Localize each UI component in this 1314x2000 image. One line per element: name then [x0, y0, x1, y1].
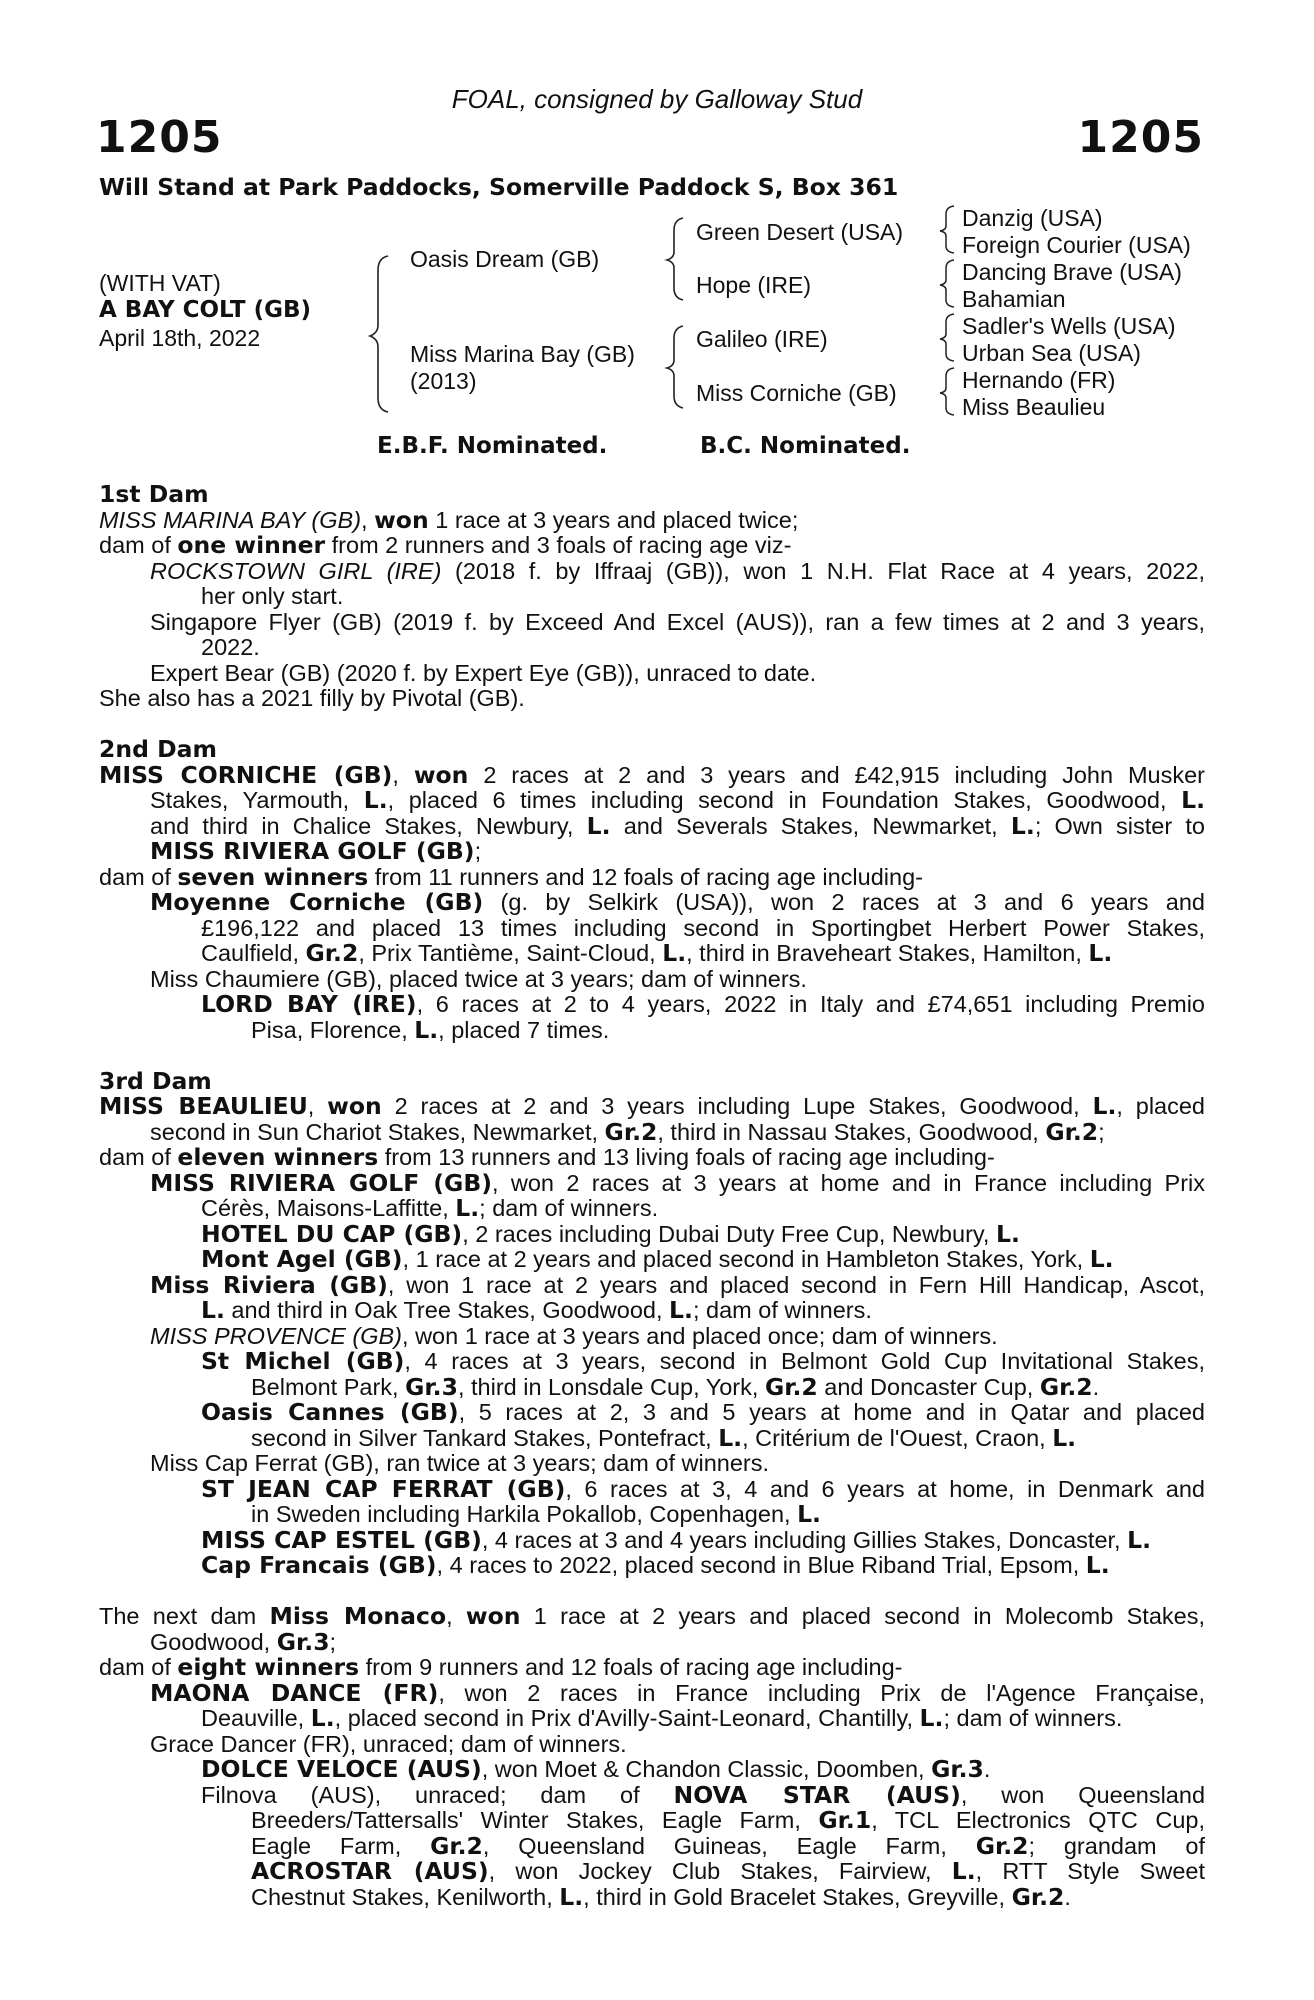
second-dam-line: Moyenne Corniche (GB) (g. by Selkirk (USA)), won 2 races at 3 and 6 years and [150, 890, 1205, 916]
third-dam-line: in Sweden including Harkila Pokallob, Copenhagen, L. [251, 1500, 821, 1528]
second-dam-line: LORD BAY (IRE), 6 races at 2 to 4 years, 2022 in Italy and £74,651 including Premio [201, 992, 1205, 1018]
spacer [99, 1043, 1205, 1069]
dam-brace [667, 326, 683, 408]
next-dam-line: DOLCE VELOCE (AUS), won Moet & Chandon Classic, Doomben, Gr.3. [201, 1755, 991, 1783]
ebf-nomination: E.B.F. Nominated. [377, 433, 608, 459]
third-dam-line: second in Silver Tankard Stakes, Pontefract, L., Critérium de l'Ouest, Craon, L. [251, 1423, 1077, 1452]
second-dam-line: and third in Chalice Stakes, Newbury, L. and Severals Stakes, Newmarket, L.; Own sister to [150, 813, 1205, 839]
next-dam-line: dam of eight winners from 9 runners and 12 foals of racing age including- [99, 1653, 903, 1681]
second-dam-line: £196,122 and placed 13 times including second in Sportingbet Herbert Power Stakes, [201, 915, 1205, 941]
standing-location: Will Stand at Park Paddocks, Somerville Paddock S, Box 361 [99, 173, 899, 201]
second-dam-line: Pisa, Florence, L., placed 7 times. [251, 1015, 610, 1044]
pedigree-dds: Hernando (FR) [962, 367, 1116, 393]
bc-nomination: B.C. Nominated. [700, 433, 911, 459]
first-dam-line: ROCKSTOWN GIRL (IRE) (2018 f. by Iffraaj (GB)), won 1 N.H. Flat Race at 4 years, 2022, [150, 558, 1205, 584]
first-dam-line: She also has a 2021 filly by Pivotal (GB). [99, 685, 525, 711]
pedigree-sire-sire: Green Desert (USA) [696, 219, 904, 245]
third-dam-line: MISS RIVIERA GOLF (GB), won 2 races at 3 years at home and in France including Prix [150, 1170, 1205, 1196]
brace-ds [940, 314, 954, 361]
lot-number-left: 1205 [96, 112, 223, 163]
horse-name: A BAY COLT (GB) [99, 297, 312, 323]
pedigree-sire: Oasis Dream (GB) [410, 246, 600, 272]
first-dam-line: MISS MARINA BAY (GB), won 1 race at 3 years and placed twice; [99, 505, 799, 534]
brace-ss [940, 206, 954, 253]
vat-note: (WITH VAT) [99, 270, 221, 296]
pedigree-ddd: Miss Beaulieu [962, 394, 1106, 420]
third-dam-line: dam of eleven winners from 13 runners and 13 living foals of racing age including- [99, 1143, 995, 1171]
first-dam-line: Expert Bear (GB) (2020 f. by Expert Eye (GB)), unraced to date. [150, 659, 817, 686]
third-dam-line: Miss Riviera (GB), won 1 race at 2 years and placed second in Fern Hill Handicap, Ascot, [150, 1272, 1205, 1298]
lot-number-right: 1205 [1077, 112, 1204, 163]
next-dam-line: ACROSTAR (AUS), won Jockey Club Stakes, Fairview, L., RTT Style Sweet [251, 1859, 1205, 1885]
third-dam-line: Oasis Cannes (GB), 5 races at 2, 3 and 5 years at home and in Qatar and placed [201, 1400, 1205, 1426]
spacer [99, 1579, 1205, 1605]
first-dam-line: 2022. [201, 634, 260, 660]
main-brace [370, 256, 388, 412]
consignment-line: FOAL, consigned by Galloway Stud [451, 84, 863, 114]
third-dam-line: Belmont Park, Gr.3, third in Lonsdale Cup, York, Gr.2 and Doncaster Cup, Gr.2. [251, 1372, 1100, 1401]
third-dam-heading: 3rd Dam [99, 1066, 212, 1095]
third-dam-line: Cérès, Maisons-Laffitte, L.; dam of winners. [201, 1194, 659, 1222]
third-dam-line: Mont Agel (GB), 1 race at 2 years and placed second in Hambleton Stakes, York, L. [201, 1245, 1114, 1273]
next-dam-line: Filnova (AUS), unraced; dam of NOVA STAR (AUS), won Queensland [201, 1782, 1205, 1808]
third-dam-line: MISS BEAULIEU, won 2 races at 2 and 3 years including Lupe Stakes, Goodwood, L., placed [99, 1094, 1205, 1120]
spacer [99, 712, 1205, 738]
next-dam-line: Eagle Farm, Gr.2, Queensland Guineas, Eagle Farm, Gr.2; grandam of [251, 1833, 1205, 1859]
third-dam-line: HOTEL DU CAP (GB), 2 races including Dubai Duty Free Cup, Newbury, L. [201, 1219, 1020, 1248]
next-dam-line: Goodwood, Gr.3; [150, 1627, 337, 1656]
next-dam-line: Grace Dancer (FR), unraced; dam of winners. [150, 1730, 627, 1757]
third-dam-line: Miss Cap Ferrat (GB), ran twice at 3 years; dam of winners. [150, 1450, 770, 1476]
pedigree-sds: Dancing Brave (USA) [962, 259, 1182, 285]
first-dam-line: dam of one winner from 2 runners and 3 foals of racing age viz- [99, 531, 792, 559]
second-dam-line: MISS CORNICHE (GB), won 2 races at 2 and 3 years and £42,915 including John Musker [99, 762, 1205, 788]
second-dam-line: dam of seven winners from 11 runners and 12 foals of racing age including- [99, 862, 923, 891]
pedigree-braces [0, 0, 1314, 460]
next-dam-line: Chestnut Stakes, Kenilworth, L., third in Gold Bracelet Stakes, Greyville, Gr.2. [251, 1882, 1071, 1911]
next-dam-line: Deauville, L., placed second in Prix d'Avilly-Saint-Leonard, Chantilly, L.; dam of winners. [201, 1704, 1123, 1732]
pedigree-ssd: Foreign Courier (USA) [962, 232, 1191, 258]
third-dam-line: MISS CAP ESTEL (GB), 4 races at 3 and 4 years including Gillies Stakes, Doncaster, L. [201, 1525, 1152, 1554]
pedigree-dam-sire: Galileo (IRE) [696, 326, 828, 352]
brace-sd [940, 260, 954, 307]
second-dam-line: MISS RIVIERA GOLF (GB); [150, 837, 482, 865]
pedigree-dss: Sadler's Wells (USA) [962, 313, 1176, 339]
first-dam-line: her only start. [201, 583, 344, 609]
third-dam-line: MISS PROVENCE (GB), won 1 race at 3 years and placed once; dam of winners. [150, 1322, 998, 1349]
next-dam-line: The next dam Miss Monaco, won 1 race at 2 years and placed second in Molecomb Stakes, [99, 1604, 1205, 1630]
second-dam-heading: 2nd Dam [99, 735, 217, 763]
catalogue-body [99, 482, 1205, 1910]
foaling-date: April 18th, 2022 [99, 325, 261, 351]
third-dam-line: second in Sun Chariot Stakes, Newmarket, Gr.2, third in Nassau Stakes, Goodwood, Gr.2; [150, 1117, 1105, 1146]
first-dam-heading: 1st Dam [99, 480, 209, 508]
pedigree-dam-year: (2013) [410, 368, 477, 394]
second-dam-line: Caulfield, Gr.2, Prix Tantième, Saint-Cloud, L., third in Braveheart Stakes, Hamilton, L. [201, 939, 1113, 967]
third-dam-line: St Michel (GB), 4 races at 3 years, second in Belmont Gold Cup Invitational Stakes, [201, 1349, 1205, 1375]
brace-dd [940, 368, 954, 415]
third-dam-line: Cap Francais (GB), 4 races to 2022, placed second in Blue Riband Trial, Epsom, L. [201, 1551, 1110, 1579]
second-dam-line: Stakes, Yarmouth, L., placed 6 times including second in Foundation Stakes, Goodwood, L. [150, 788, 1205, 814]
pedigree-sdd: Bahamian [962, 286, 1066, 312]
third-dam-line: L. and third in Oak Tree Stakes, Goodwood, L.; dam of winners. [201, 1296, 872, 1324]
pedigree-dam: Miss Marina Bay (GB) [410, 341, 635, 367]
pedigree-sss: Danzig (USA) [962, 205, 1103, 231]
next-dam-line: Breeders/Tattersalls' Winter Stakes, Eagle Farm, Gr.1, TCL Electronics QTC Cup, [251, 1808, 1205, 1834]
sire-brace [667, 218, 683, 300]
next-dam-line: MAONA DANCE (FR), won 2 races in France including Prix de l'Agence Française, [150, 1680, 1205, 1706]
pedigree-dsd: Urban Sea (USA) [962, 340, 1141, 366]
second-dam-line: Miss Chaumiere (GB), placed twice at 3 years; dam of winners. [150, 965, 807, 992]
first-dam-line: Singapore Flyer (GB) (2019 f. by Exceed And Excel (AUS)), ran a few times at 2 and 3 years, [150, 609, 1205, 635]
pedigree-dam-dam: Miss Corniche (GB) [696, 380, 897, 406]
pedigree-sire-dam: Hope (IRE) [696, 272, 812, 298]
third-dam-line: ST JEAN CAP FERRAT (GB), 6 races at 3, 4 and 6 years at home, in Denmark and [201, 1476, 1205, 1502]
